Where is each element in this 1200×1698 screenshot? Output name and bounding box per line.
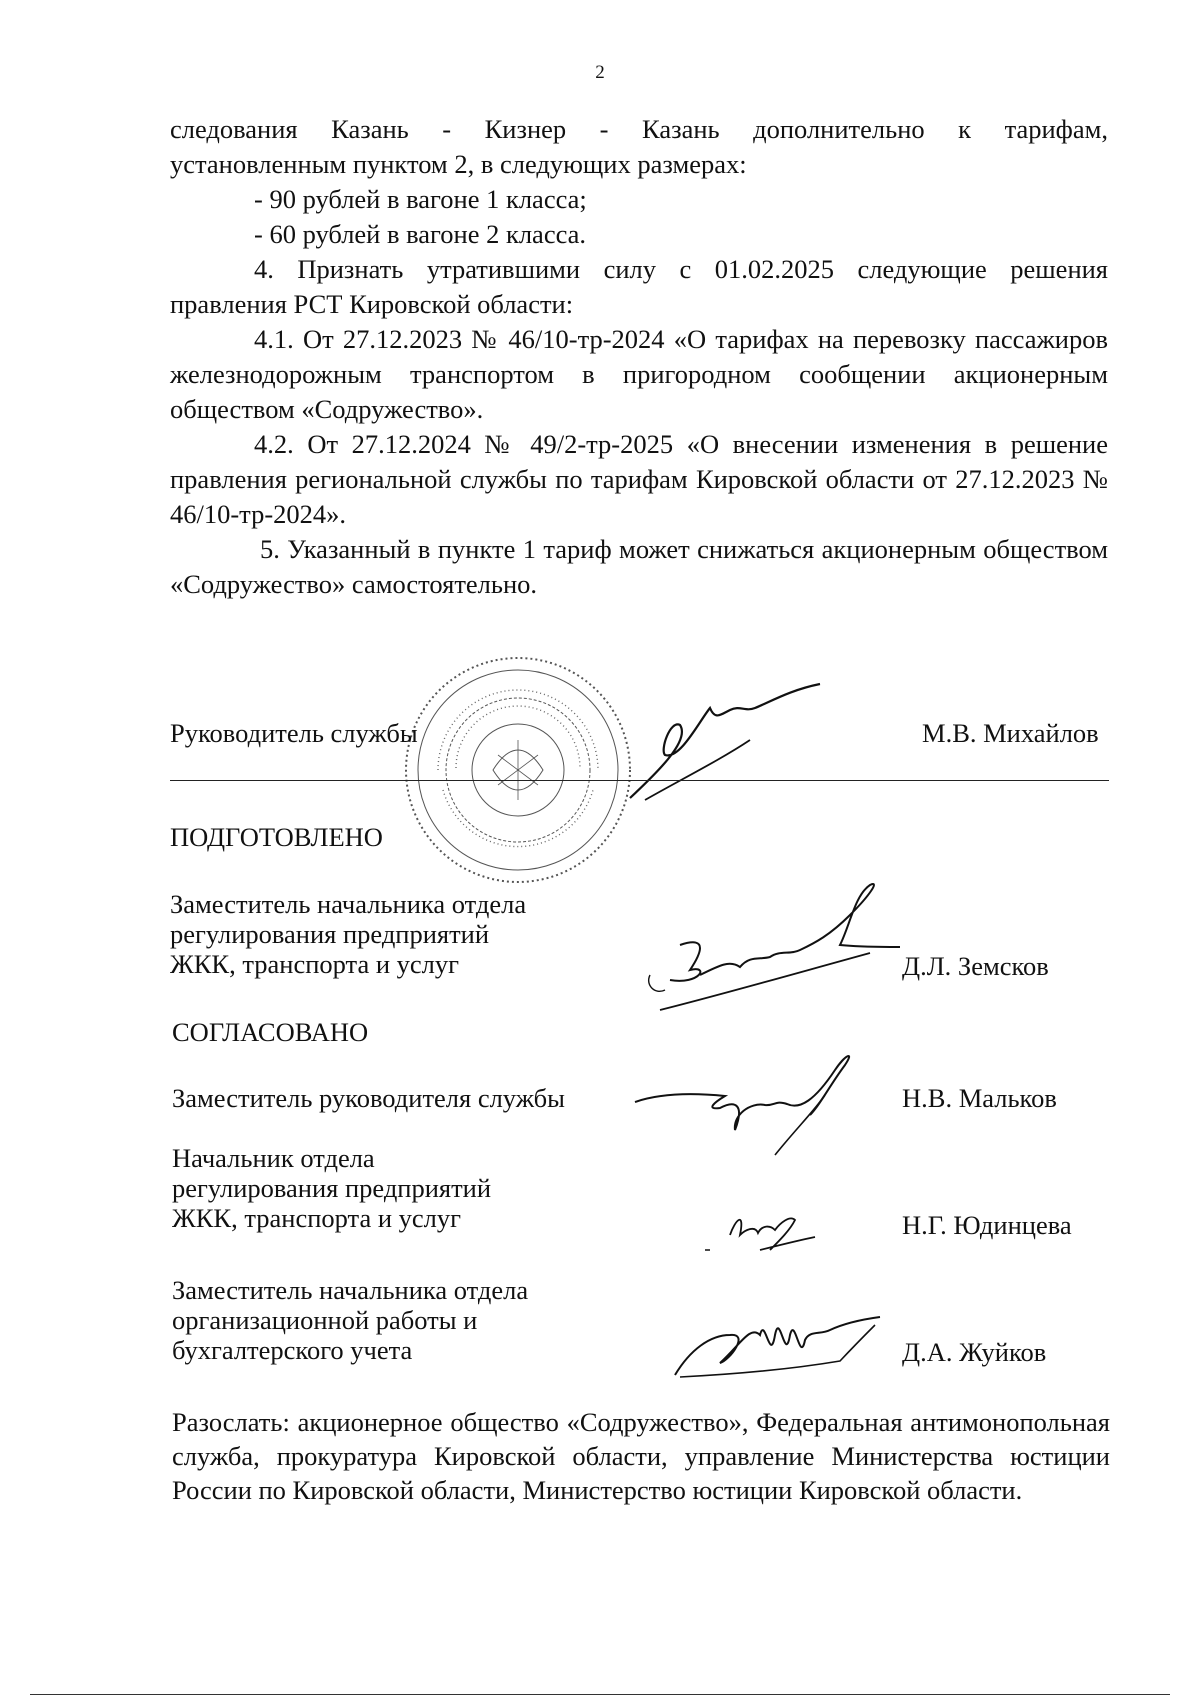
- fare-item-class-1: - 90 рублей в вагоне 1 класса;: [254, 184, 587, 214]
- agreed-signature-1: [625, 1040, 905, 1160]
- agreed-name-2: Н.Г. Юдинцева: [902, 1210, 1072, 1240]
- agreed-position-3: Заместитель начальника отдела организационной работы и бухгалтерского учета: [172, 1275, 529, 1365]
- paragraph-4-2: 4.2. От 27.12.2024 № 49/2-тр-2025 «О внесении изменения в решение правления региональной службы по тарифам Кировской области от 27.12.2023 № 46/10-тр-2024».: [170, 429, 1108, 529]
- head-signature: [620, 680, 860, 810]
- prepared-heading: ПОДГОТОВЛЕНО: [170, 822, 383, 852]
- mailing-list: Разослать: акционерное общество «Содружество», Федеральная антимонопольная служба, прокуратура Кировской области, управление Министерства юстиции России по Кировской области, Министерство юстиции Кировской области.: [172, 1407, 1110, 1505]
- paragraph-3-line-2: установленным пунктом 2, в следующих размерах:: [170, 149, 747, 179]
- footer-line: [30, 1694, 1170, 1695]
- agreed-position-2: Начальник отдела регулирования предприятий ЖКК, транспорта и услуг: [172, 1143, 492, 1233]
- agreed-name-1: Н.В. Мальков: [902, 1083, 1057, 1113]
- paragraph-4-1: 4.1. От 27.12.2023 № 46/10-тр-2024 «О тарифах на перевозку пассажиров железнодорожным транспортом в пригородном сообщении акционерным обществом «Содружество».: [170, 324, 1108, 424]
- decision-body: [170, 112, 1108, 602]
- official-seal-stamp: [398, 650, 638, 890]
- paragraph-4: 4. Признать утратившими силу с 01.02.2025 следующие решения правления РСТ Кировской области:: [170, 254, 1108, 319]
- divider-line: [170, 780, 1109, 781]
- agreed-name-3: Д.А. Жуйков: [902, 1337, 1047, 1367]
- head-name: М.В. Михайлов: [922, 718, 1099, 748]
- agreed-position-1: Заместитель руководителя службы: [172, 1083, 565, 1113]
- paragraph-3-line-1: следования Казань - Кизнер - Казань дополнительно к тарифам,: [170, 114, 1108, 144]
- prepared-signature: [640, 875, 930, 1025]
- agreed-signature-3: [670, 1305, 890, 1385]
- agreed-heading: СОГЛАСОВАНО: [172, 1017, 369, 1047]
- prepared-position: Заместитель начальника отдела регулирования предприятий ЖКК, транспорта и услуг: [170, 889, 527, 979]
- fare-item-class-2: - 60 рублей в вагоне 2 класса.: [254, 219, 587, 249]
- page-number: 2: [595, 62, 605, 83]
- head-position: Руководитель службы: [170, 718, 418, 748]
- paragraph-5: 5. Указанный в пункте 1 тариф может снижаться акционерным обществом «Содружество» самостоятельно.: [170, 534, 1108, 599]
- agreed-signature-2: [700, 1195, 830, 1265]
- prepared-name: Д.Л. Земсков: [902, 951, 1049, 981]
